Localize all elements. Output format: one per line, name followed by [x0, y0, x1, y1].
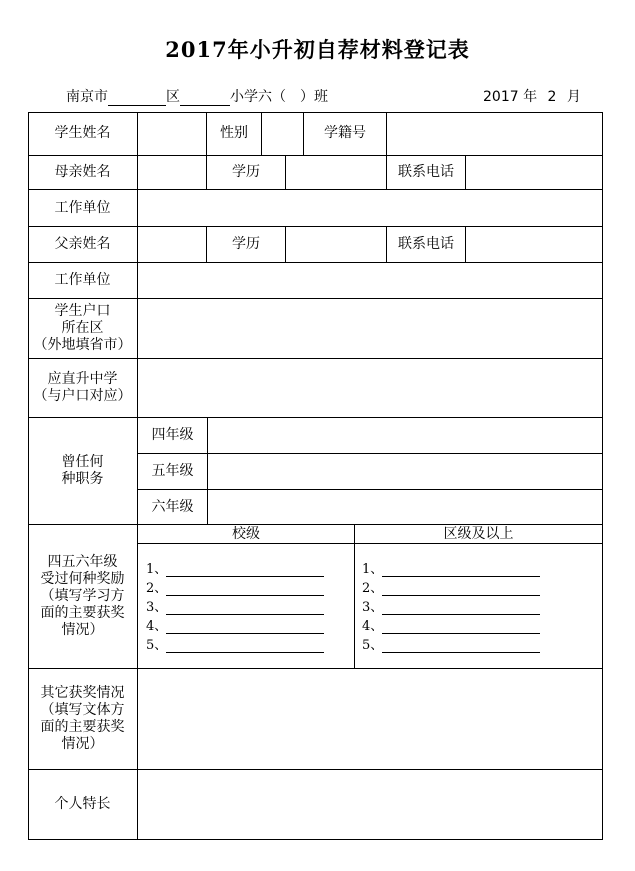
gender-label: 性别 [207, 112, 262, 156]
school-blank[interactable] [180, 91, 230, 106]
school-level-header: 校级 [138, 525, 355, 544]
positions-label [28, 418, 138, 525]
mother-phone-field[interactable] [466, 156, 603, 190]
student-name-field[interactable] [138, 112, 207, 156]
date-month-unit: 月 [566, 89, 581, 105]
mother-name-label: 母亲姓名 [28, 156, 138, 190]
specialty-field[interactable] [138, 770, 603, 840]
father-education-label: 学历 [207, 227, 286, 263]
date-year: 2017 年 [483, 89, 538, 105]
awards-label-line3: （填写学习方 [40, 588, 125, 604]
middle-school-label-line1: 应直升中学 [47, 371, 118, 387]
positions-label-line1: 曾任何 [61, 454, 104, 470]
middle-school-field[interactable] [138, 359, 603, 418]
district-award-line[interactable]: 3、 [362, 597, 540, 615]
mother-workplace-field[interactable] [138, 190, 603, 227]
specialty-label: 个人特长 [28, 770, 138, 840]
awards-label [28, 525, 138, 669]
grade6-label: 六年级 [138, 490, 208, 525]
district-award-line[interactable]: 4、 [362, 616, 540, 634]
awards-label-line2: 受过何种奖励 [40, 571, 125, 587]
other-awards-field[interactable] [138, 669, 603, 770]
district-blank[interactable] [108, 91, 166, 106]
other-awards-label-line3: 面的主要获奖 [40, 719, 125, 735]
date-month: 2 [547, 89, 557, 105]
father-name-label: 父亲姓名 [28, 227, 138, 263]
city-label: 南京市 [66, 89, 108, 105]
awards-label-line1: 四五六年级 [47, 554, 118, 570]
mother-phone-label: 联系电话 [387, 156, 466, 190]
father-phone-field[interactable] [466, 227, 603, 263]
school-label: 小学六（ [230, 89, 286, 105]
hukou-label-line2: 所在区 [61, 320, 104, 336]
middle-school-label-line2: （与户口对应） [33, 388, 132, 404]
date-line [483, 86, 581, 106]
mother-education-field[interactable] [286, 156, 387, 190]
positions-label-line2: 种职务 [61, 471, 104, 487]
class-label: ）班 [300, 89, 328, 105]
district-label: 区 [166, 89, 180, 105]
other-awards-label-line4: 情况） [61, 736, 104, 752]
school-award-line[interactable]: 4、 [146, 616, 324, 634]
district-level-header: 区级及以上 [355, 525, 603, 544]
grade4-label: 四年级 [138, 418, 208, 454]
father-phone-label: 联系电话 [387, 227, 466, 263]
registration-form [28, 112, 603, 840]
grade4-position-field[interactable] [208, 418, 603, 454]
other-awards-label [28, 669, 138, 770]
hukou-label-line1: 学生户口 [54, 303, 111, 319]
school-award-line[interactable]: 2、 [146, 578, 324, 596]
father-education-field[interactable] [286, 227, 387, 263]
student-id-label: 学籍号 [304, 112, 387, 156]
page-title: 2017年小升初自荐材料登记表 [165, 37, 470, 62]
school-award-line[interactable]: 5、 [146, 635, 324, 653]
district-award-line[interactable]: 2、 [362, 578, 540, 596]
father-name-field[interactable] [138, 227, 207, 263]
school-award-line[interactable]: 3、 [146, 597, 324, 615]
other-awards-label-line2: （填写文体方 [40, 702, 125, 718]
district-award-line[interactable]: 5、 [362, 635, 540, 653]
father-workplace-label: 工作单位 [28, 263, 138, 299]
hukou-field[interactable] [138, 299, 603, 359]
class-info-line [66, 86, 328, 106]
hukou-label [28, 299, 138, 359]
mother-education-label: 学历 [207, 156, 286, 190]
awards-label-line5: 情况） [61, 622, 104, 638]
mother-name-field[interactable] [138, 156, 207, 190]
student-name-label: 学生姓名 [28, 112, 138, 156]
grade5-label: 五年级 [138, 454, 208, 490]
other-awards-label-line1: 其它获奖情况 [40, 685, 125, 701]
father-workplace-field[interactable] [138, 263, 603, 299]
grade6-position-field[interactable] [208, 490, 603, 525]
student-id-field[interactable] [387, 112, 603, 156]
grade5-position-field[interactable] [208, 454, 603, 490]
gender-field[interactable] [262, 112, 304, 156]
school-award-line[interactable]: 1、 [146, 559, 324, 577]
middle-school-label [28, 359, 138, 418]
awards-label-line4: 面的主要获奖 [40, 605, 125, 621]
district-award-line[interactable]: 1、 [362, 559, 540, 577]
mother-workplace-label: 工作单位 [28, 190, 138, 227]
hukou-label-line3: （外地填省市） [33, 337, 132, 353]
